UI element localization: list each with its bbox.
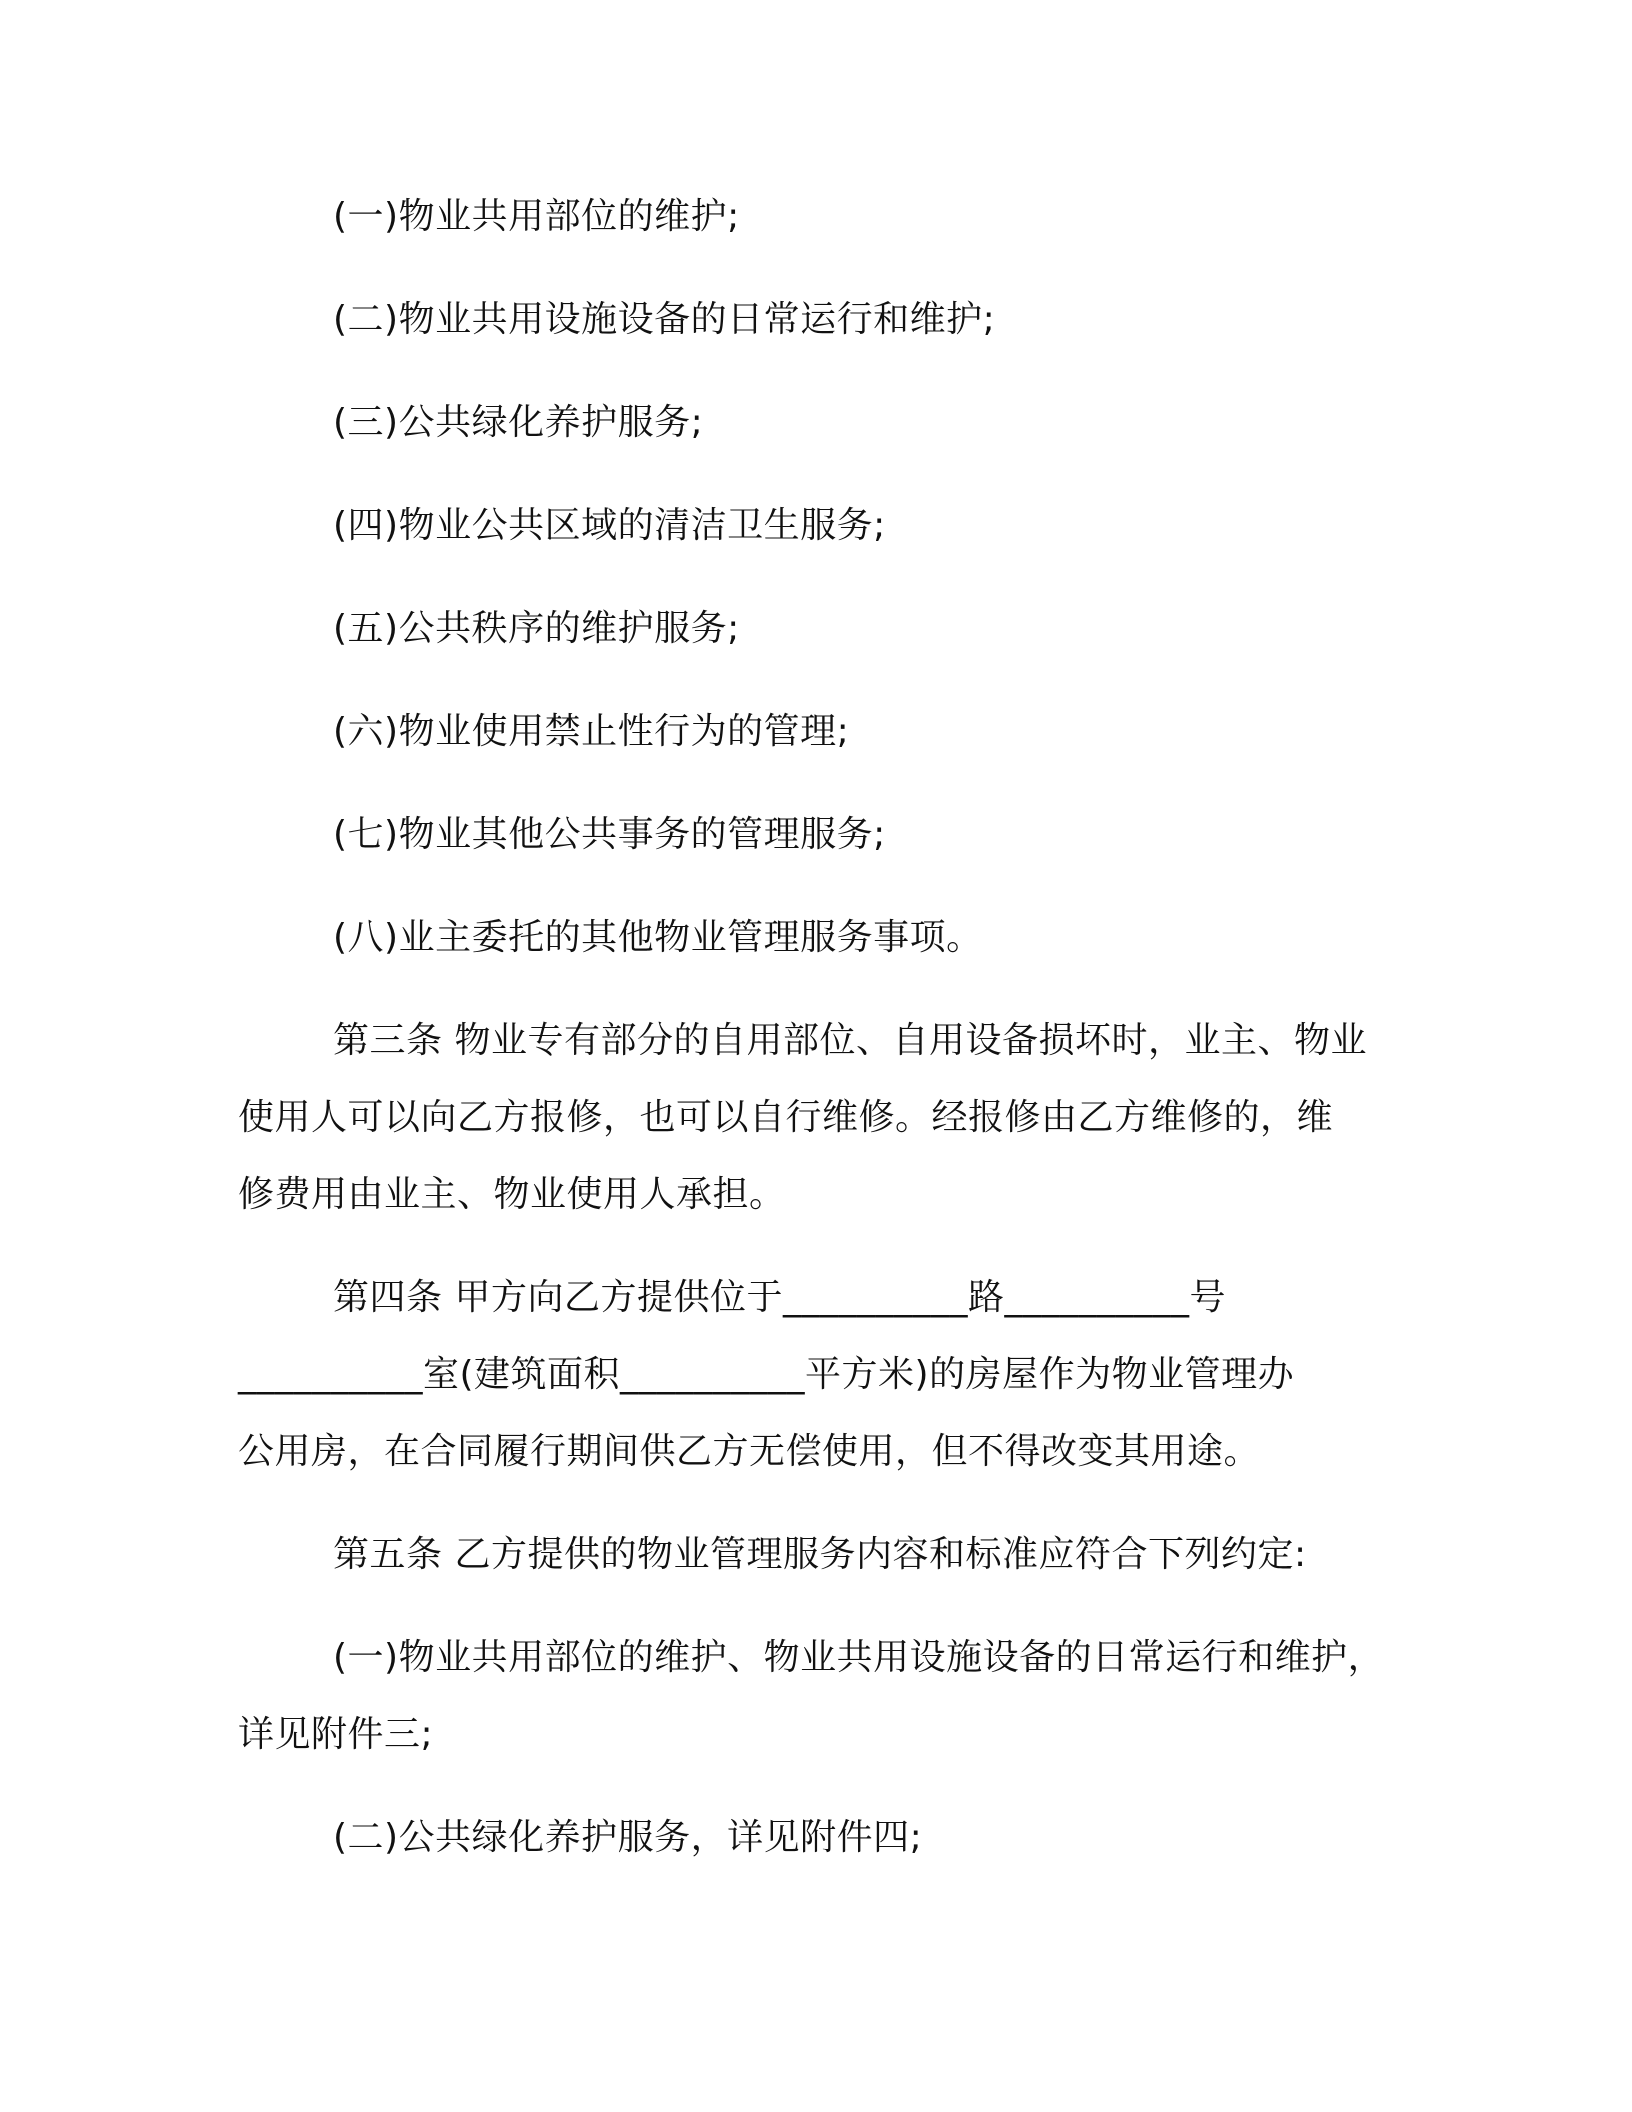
list-item: (七)物业其他公共事务的管理服务;: [333, 814, 886, 855]
list-item-continuation: 详见附件三;: [238, 1714, 434, 1755]
list-item: (一)物业共用部位的维护、物业共用设施设备的日常运行和维护，: [333, 1637, 1385, 1678]
article-4-line-3: 公用房，在合同履行期间供乙方无偿使用，但不得改变其用途。: [238, 1431, 1261, 1472]
list-item: (三)公共绿化养护服务;: [333, 402, 704, 443]
list-item: (四)物业公共区域的清洁卫生服务;: [333, 505, 886, 546]
article-4-line-2: __________室(建筑面积__________平方米)的房屋作为物业管理办: [238, 1354, 1295, 1395]
list-item: (二)公共绿化养护服务，详见附件四;: [333, 1817, 923, 1858]
article-4-line-1: 第四条 甲方向乙方提供位于__________路__________号: [333, 1277, 1226, 1318]
article-3-line-2: 使用人可以向乙方报修，也可以自行维修。经报修由乙方维修的，维: [238, 1097, 1334, 1138]
article-3-line-1: 第三条 物业专有部分的自用部位、自用设备损坏时，业主、物业: [333, 1020, 1367, 1061]
article-3-line-3: 修费用由业主、物业使用人承担。: [238, 1174, 786, 1215]
list-item: (二)物业共用设施设备的日常运行和维护;: [333, 299, 996, 340]
list-item: (八)业主委托的其他物业管理服务事项。: [333, 917, 983, 958]
list-item: (六)物业使用禁止性行为的管理;: [333, 711, 850, 752]
list-item: (五)公共秩序的维护服务;: [333, 608, 740, 649]
list-item: (一)物业共用部位的维护;: [333, 196, 740, 237]
article-5-line-1: 第五条 乙方提供的物业管理服务内容和标准应符合下列约定:: [333, 1534, 1307, 1575]
